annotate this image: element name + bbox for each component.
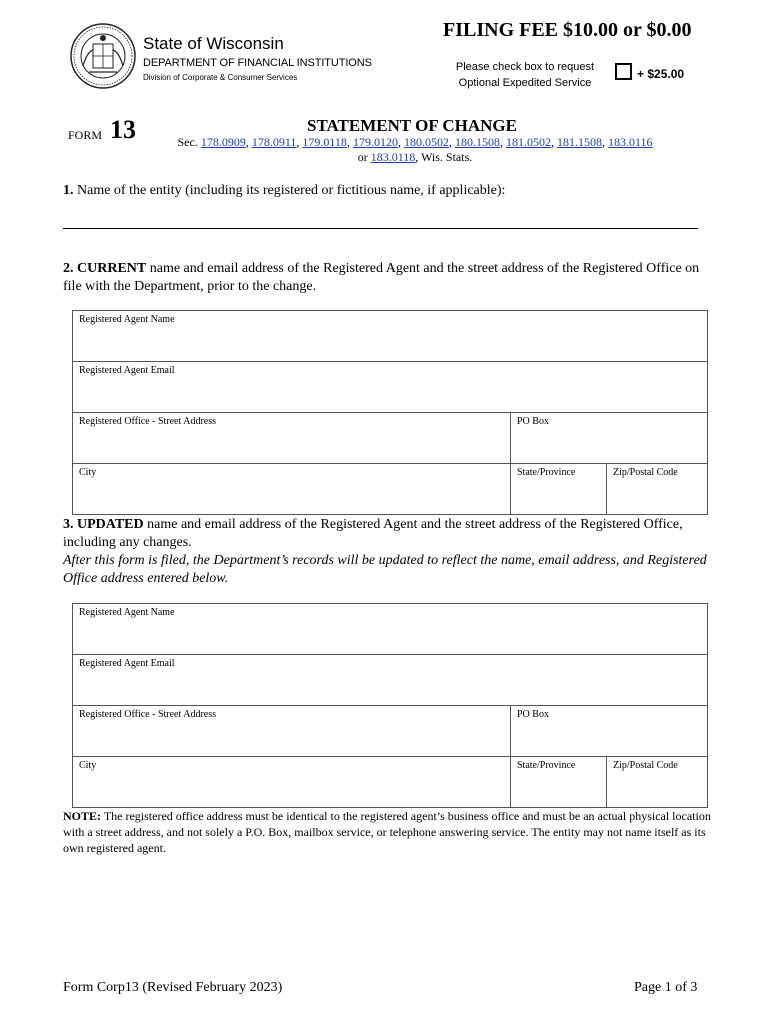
statute-link[interactable]: 180.1508	[454, 135, 500, 149]
current-city-field[interactable]: City	[73, 464, 511, 515]
statutes-or: or	[357, 150, 368, 164]
question-3	[63, 516, 713, 552]
updated-agent-email-field[interactable]: Registered Agent Email	[73, 655, 708, 706]
expedite-instruction-line1: Please check box to request	[455, 61, 595, 73]
question-3-emphasis: UPDATED	[77, 517, 144, 532]
statute-link[interactable]: 178.0909	[200, 135, 246, 149]
statutes-prefix: Sec.	[177, 135, 198, 149]
page-number: Page 1 of 3	[634, 980, 698, 995]
question-2	[63, 260, 713, 296]
current-agent-email-field[interactable]: Registered Agent Email	[73, 362, 708, 413]
question-3-note: After this form is filed, the Department’s records will be updated to reflect the name, email address, and Registered Office address entered below.	[63, 553, 707, 586]
current-state-field[interactable]: State/Province	[511, 464, 607, 515]
question-3-text: name and email address of the Registered Agent and the street address of the Registered Office, including any changes.	[63, 517, 683, 550]
question-1	[63, 182, 713, 200]
question-1-number: 1.	[63, 183, 74, 198]
form-label: FORM	[68, 128, 103, 142]
statute-link[interactable]: 183.0118	[370, 150, 416, 164]
expedite-instruction-line2: Optional Expedited Service	[458, 77, 592, 89]
updated-zip-field[interactable]: Zip/Postal Code	[607, 757, 708, 808]
wisconsin-seal-icon	[69, 22, 137, 90]
current-po-box-field[interactable]: PO Box	[511, 413, 708, 464]
entity-name-field[interactable]	[63, 228, 698, 229]
statute-link[interactable]: 178.0911	[251, 135, 297, 149]
updated-agent-table	[72, 603, 708, 808]
statutes-suffix: , Wis. Stats.	[415, 150, 473, 164]
form-revision: Form Corp13 (Revised February 2023)	[63, 980, 283, 995]
department-name: DEPARTMENT OF FINANCIAL INSTITUTIONS	[143, 57, 372, 69]
form-number: 13	[110, 115, 136, 144]
updated-po-box-field[interactable]: PO Box	[511, 706, 708, 757]
expedite-checkbox[interactable]	[615, 63, 632, 80]
updated-city-field[interactable]: City	[73, 757, 511, 808]
note	[63, 808, 713, 856]
question-1-text: Name of the entity (including its registered or fictitious name, if applicable):	[77, 183, 506, 198]
expedite-fee: + $25.00	[637, 67, 685, 81]
filing-fee: FILING FEE $10.00 or $0.00	[443, 19, 692, 41]
current-zip-field[interactable]: Zip/Postal Code	[607, 464, 708, 515]
statute-link[interactable]: 179.0118	[302, 135, 347, 149]
updated-state-field[interactable]: State/Province	[511, 757, 607, 808]
question-2-emphasis: CURRENT	[77, 261, 147, 276]
question-2-text: name and email address of the Registered Agent and the street address of the Registered Office on file with the Department, prior to the change.	[63, 261, 700, 294]
current-agent-name-field[interactable]: Registered Agent Name	[73, 311, 708, 362]
note-label: NOTE:	[63, 809, 102, 823]
document-title: STATEMENT OF CHANGE	[306, 116, 517, 135]
updated-street-field[interactable]: Registered Office - Street Address	[73, 706, 511, 757]
expedite-instruction	[450, 59, 600, 91]
statute-link[interactable]: 180.0502	[403, 135, 449, 149]
statute-link[interactable]: 183.0116	[607, 135, 653, 149]
division-name: Division of Corporate & Consumer Services	[143, 73, 298, 82]
statute-link[interactable]: 179.0120	[352, 135, 398, 149]
question-3-number: 3.	[63, 517, 74, 532]
question-2-number: 2.	[63, 261, 74, 276]
current-agent-table	[72, 310, 708, 515]
statute-link[interactable]: 181.0502	[505, 135, 551, 149]
statute-link[interactable]: 181.1508	[556, 135, 602, 149]
statute-references: Sec. 178.0909, 178.0911, 179.0118, 179.0120, 180.0502, 180.1508, 181.0502, 181.1508, 183.0116 or 183.0118, Wis. Stats.	[177, 135, 653, 164]
state-name: State of Wisconsin	[143, 34, 284, 53]
updated-agent-name-field[interactable]: Registered Agent Name	[73, 604, 708, 655]
note-text: The registered office address must be identical to the registered agent’s business office and must be an actual physical location with a street address, and not solely a P.O. Box, mailbox service, or telephone answering service. The entity may not name itself as its own registered agent.	[63, 809, 711, 855]
current-street-field[interactable]: Registered Office - Street Address	[73, 413, 511, 464]
